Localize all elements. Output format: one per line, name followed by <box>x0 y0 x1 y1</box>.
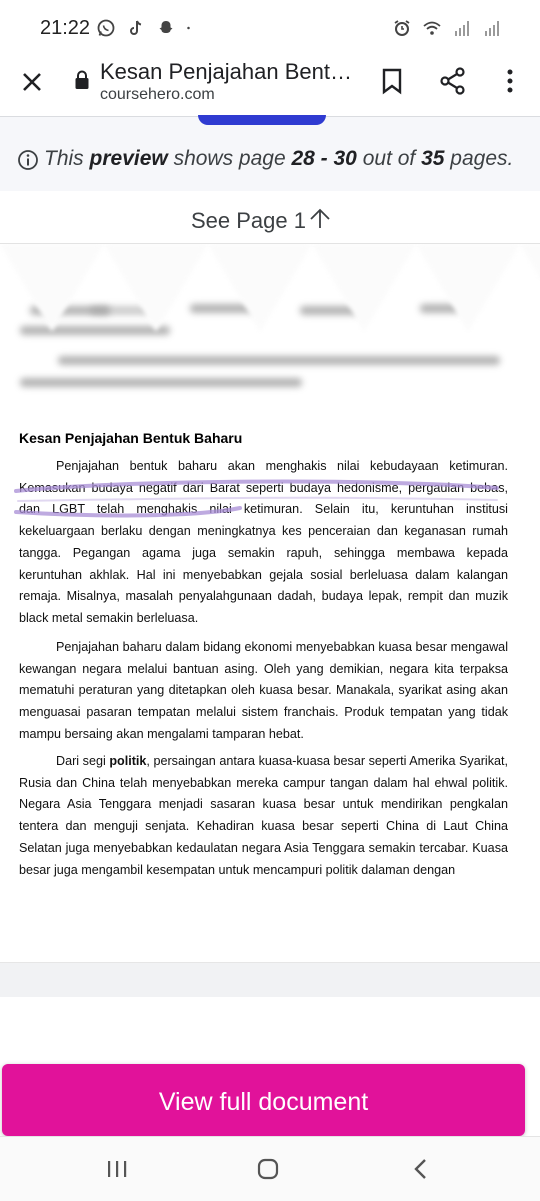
total-pages: 35 <box>421 147 445 170</box>
highlighted-text: Kemasukan budaya negatif dari Barat seperti budaya hedonisme, pergaulan bebas, dan LGBT telah menghakis nilai ketimuran <box>19 480 508 517</box>
lock-icon <box>74 70 90 90</box>
wifi-icon <box>422 18 442 38</box>
home-icon[interactable] <box>257 1158 279 1180</box>
info-icon <box>17 149 39 171</box>
signal-icon <box>452 18 472 38</box>
preview-word: preview <box>89 147 168 170</box>
see-page-link[interactable] <box>0 191 540 244</box>
back-icon[interactable] <box>412 1157 428 1181</box>
more-options-icon[interactable] <box>498 66 522 96</box>
preview-banner <box>0 117 540 191</box>
bold-word: politik <box>109 754 147 768</box>
alarm-icon <box>392 18 412 38</box>
signal-icon <box>482 18 502 38</box>
view-full-document-label: View full document <box>158 1088 369 1116</box>
page-url[interactable]: coursehero.com <box>100 86 215 103</box>
whatsapp-icon <box>96 18 116 38</box>
status-system-icons <box>392 18 502 38</box>
status-notification-icons <box>96 18 196 38</box>
system-navigation-bar <box>0 1136 540 1201</box>
tiktok-icon <box>126 18 146 38</box>
recents-icon[interactable] <box>106 1159 128 1179</box>
browser-toolbar <box>0 56 540 117</box>
see-page-label: See Page 1 <box>191 208 306 233</box>
status-time: 21:22 <box>40 17 91 39</box>
bookmark-icon[interactable] <box>378 66 406 96</box>
dot-icon <box>186 18 196 38</box>
partial-button[interactable] <box>198 115 326 125</box>
paragraph-1: Penjajahan bentuk baharu akan menghakis nilai kebudayaan ketimuran. Kemasukan budaya negatif dari Barat seperti budaya hedonisme, pergaulan bebas, dan LGBT telah menghakis nilai ketimuran. Selain itu, keruntuhan institusi kekeluargaan berlaku dengan meningkatnya kes penceraian dan keganasan rumah tangga. Pegangan agama juga semakin rapuh, sehingga membawa kepada keruntuhan akhlak. Hal ini menyebabkan gejala sosial berleluasa dalam kalangan remaja. Misalnya, masalah penyalahgunaan dadah, budaya lepak, rempit dan muzik black metal semakin berleluasa. <box>19 459 508 625</box>
close-icon[interactable] <box>16 66 48 98</box>
section-heading: Kesan Penjajahan Bentuk Baharu <box>19 430 243 446</box>
page-divider <box>0 962 540 997</box>
snapchat-icon <box>156 18 176 38</box>
blurred-content <box>0 244 540 414</box>
status-bar <box>0 0 540 56</box>
view-full-document-button[interactable] <box>2 1064 525 1136</box>
paragraph-3: Dari segi politik, persaingan antara kuasa-kuasa besar seperti Amerika Syarikat, Rusia dan China telah menyebabkan mereka campur tangan dalam hal ehwal politik. Negara Asia Tenggara menjadi sasaran kuasa besar untuk mendirikan pengkalan tentera dan menguji senjata. Kehadiran kuasa besar seperti China di Laut China Selatan juga menyebabkan kedaulatan negara Asia Tenggara semakin tercabar. Kuasa besar juga mengambil kesempatan untuk mencampuri politik dalaman dengan <box>19 754 508 877</box>
preview-notice: This preview shows page 28 - 30 out of 35 pages. <box>44 147 514 170</box>
page-range: 28 - 30 <box>291 147 357 170</box>
paragraph-2: Penjajahan baharu dalam bidang ekonomi menyebabkan kuasa besar mengawal kewangan negara melalui bantuan asing. Oleh yang demikian, negara kita terpaksa mematuhi peraturan yang ditetapkan oleh kuasa besar. Manakala, syarikat asing akan menguasai pasaran tempatan melalui sistem franchais. Produk tempatan yang tidak mampu bersaing akan mengalami tamparan hebat. <box>19 640 508 741</box>
page-title: Kesan Penjajahan Bent… <box>100 59 352 84</box>
arrow-up-icon <box>308 207 332 231</box>
share-icon[interactable] <box>438 66 468 96</box>
